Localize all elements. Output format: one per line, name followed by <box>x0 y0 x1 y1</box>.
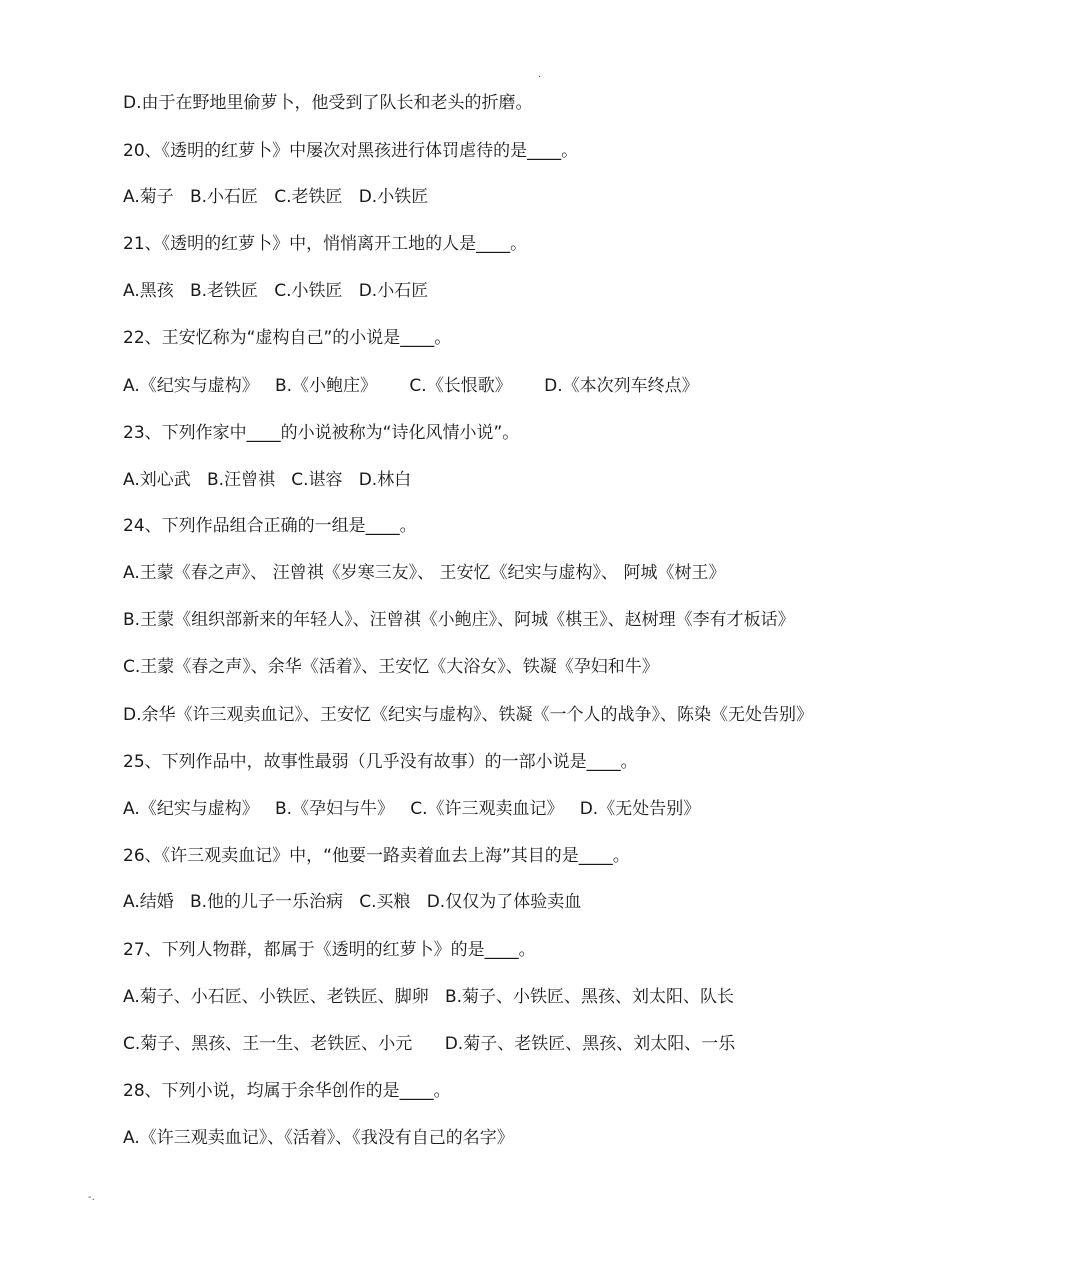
top-dot-mark: . <box>538 69 542 80</box>
question-line: 26、《许三观卖血记》中，“他要一路卖着血去上海”其目的是____。 <box>123 846 630 866</box>
question-line: 24、下列作品组合正确的一组是____。 <box>123 516 417 536</box>
question-line: 20、《透明的红萝卜》中屡次对黑孩进行体罚虐待的是____。 <box>123 141 579 161</box>
question-line: 23、下列作家中____的小说被称为“诗化风情小说”。 <box>123 423 520 443</box>
question-line: 21、《透明的红萝卜》中，悄悄离开工地的人是____。 <box>123 234 528 254</box>
options-line: A.黑孩 B.老铁匠 C.小铁匠 D.小石匠 <box>123 281 429 301</box>
question-line: 22、王安忆称为“虚构自己”的小说是____。 <box>123 328 452 348</box>
options-line: A.《许三观卖血记》、《活着》、《我没有自己的名字》 <box>123 1128 514 1148</box>
options-line: A.《纪实与虚构》 B.《小鲍庄》 C.《长恨歌》 D.《本次列车终点》 <box>123 376 699 396</box>
options-line: B.王蒙《组织部新来的年轻人》、汪曾祺《小鲍庄》、阿城《棋王》、赵树理《李有才板话》 <box>123 610 795 630</box>
options-line: A.结婚 B.他的儿子一乐治病 C.买粮 D.仅仅为了体验卖血 <box>123 892 582 912</box>
options-line: A.王蒙《春之声》、 汪曾祺《岁寒三友》、 王安忆《纪实与虚构》、 阿城《树王》 <box>123 563 726 583</box>
question-line: 27、下列人物群，都属于《透明的红萝卜》的是____。 <box>123 940 536 960</box>
options-line: A.《纪实与虚构》 B.《孕妇与牛》 C.《许三观卖血记》 D.《无处告别》 <box>123 799 701 819</box>
question-line: 28、下列小说，均属于余华创作的是____。 <box>123 1081 451 1101</box>
options-line: C.王蒙《春之声》、余华《活着》、王安忆《大浴女》、铁凝《孕妇和牛》 <box>123 657 659 677</box>
options-line: A.菊子 B.小石匠 C.老铁匠 D.小铁匠 <box>123 187 429 207</box>
bottom-dot-mark: -. <box>88 1192 95 1203</box>
options-line: A.刘心武 B.汪曾祺 C.谌容 D.林白 <box>123 470 412 490</box>
options-line: C.菊子、黑孩、王一生、老铁匠、小元 D.菊子、老铁匠、黑孩、刘太阳、一乐 <box>123 1034 736 1054</box>
text-line: D.由于在野地里偷萝卜，他受到了队长和老头的折磨。 <box>123 93 533 113</box>
question-line: 25、下列作品中，故事性最弱（几乎没有故事）的一部小说是____。 <box>123 752 638 772</box>
options-line: D.余华《许三观卖血记》、王安忆《纪实与虚构》、铁凝《一个人的战争》、陈染《无处告别》 <box>123 705 813 725</box>
options-line: A.菊子、小石匠、小铁匠、老铁匠、脚卵 B.菊子、小铁匠、黑孩、刘太阳、队长 <box>123 987 735 1007</box>
